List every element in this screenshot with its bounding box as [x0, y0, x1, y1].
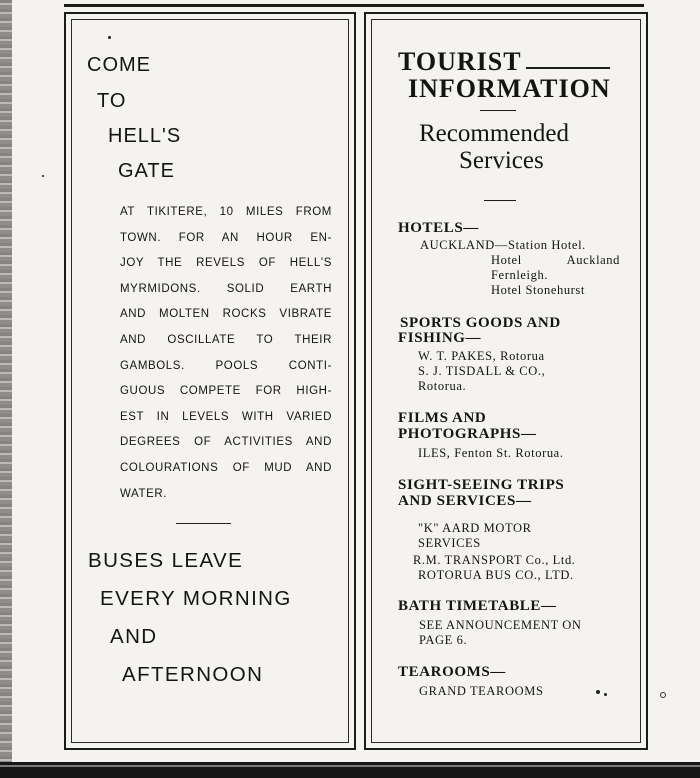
headline-gate: GATE	[118, 160, 175, 182]
hotel-item: Hotel	[491, 253, 522, 267]
title-information: INFORMATION	[408, 74, 611, 103]
hotel-item: AUCKLAND—Station Hotel.	[420, 238, 586, 252]
bath-heading: BATH TIMETABLE—	[398, 598, 557, 614]
description-line: AND OSCILLATE TO THEIR	[120, 333, 332, 346]
print-speck	[660, 692, 666, 698]
sightseeing-item: ROTORUA BUS CO., LTD.	[418, 568, 574, 582]
description-line: DEGREES OF ACTIVITIES AND	[120, 436, 332, 449]
hotel-item: Auckland	[566, 253, 620, 267]
films-item: ILES, Fenton St. Rotorua.	[418, 446, 564, 460]
tearooms-item: GRAND TEAROOMS	[419, 684, 544, 698]
description-line: GAMBOLS. POOLS CONTI-	[120, 359, 332, 372]
and-line: AND	[110, 625, 158, 648]
sightseeing-item: R.M. TRANSPORT Co., Ltd.	[413, 553, 576, 567]
description-line: AND MOLTEN ROCKS VIBRATE	[120, 308, 332, 321]
buses-leave-line: BUSES LEAVE	[88, 549, 244, 572]
description-line: WATER.	[120, 487, 168, 500]
sports-heading-line1: SPORTS GOODS AND	[400, 315, 561, 331]
subtitle-rule	[484, 200, 516, 201]
sightseeing-item: SERVICES	[418, 536, 481, 550]
description-line: AT TIKITERE, 10 MILES FROM	[120, 206, 332, 218]
hotels-heading: HOTELS—	[398, 220, 479, 236]
title-tourist: TOURIST	[398, 47, 522, 76]
afternoon-line: AFTERNOON	[122, 663, 264, 686]
description-line: TOWN. FOR AN HOUR EN-	[120, 231, 332, 244]
sightseeing-heading-line2: AND SERVICES—	[398, 493, 532, 509]
hotel-item: Fernleigh.	[491, 268, 549, 282]
bottom-border-band	[0, 762, 700, 778]
advert-description	[120, 200, 332, 507]
sightseeing-heading-line1: SIGHT-SEEING TRIPS	[398, 477, 565, 493]
bath-item: PAGE 6.	[419, 633, 468, 647]
sightseeing-item: "K" AARD MOTOR	[418, 521, 532, 535]
sports-heading-line2: FISHING—	[398, 330, 482, 346]
subtitle-recommended: Recommended	[419, 120, 569, 147]
print-speck	[604, 693, 607, 696]
hotels-list	[420, 238, 620, 298]
title-rule	[480, 110, 516, 111]
print-speck	[42, 175, 44, 177]
top-rule	[64, 4, 644, 7]
headline-come: COME	[87, 54, 151, 76]
every-morning-line: EVERY MORNING	[100, 587, 292, 610]
page-edge-shadow	[0, 0, 12, 778]
print-speck	[596, 690, 600, 694]
sports-item: W. T. PAKES, Rotorua	[418, 349, 545, 363]
headline-hells: HELL'S	[108, 125, 182, 147]
description-line: JOY THE REVELS OF HELL'S	[120, 257, 332, 270]
description-line: GUOUS COMPETE FOR HIGH-	[120, 385, 332, 398]
hotel-item: Hotel Stonehurst	[491, 283, 585, 297]
films-heading-line2: PHOTOGRAPHS—	[398, 426, 537, 442]
description-line: MYRMIDONS. SOLID EARTH	[120, 282, 332, 295]
divider-rule	[176, 523, 231, 524]
sports-item: S. J. TISDALL & CO.,	[418, 364, 546, 378]
films-heading-line1: FILMS AND	[398, 410, 487, 426]
bath-item: SEE ANNOUNCEMENT ON	[419, 618, 582, 632]
sports-item: Rotorua.	[418, 379, 467, 393]
description-line: COLOURATIONS OF MUD AND	[120, 461, 332, 474]
description-line: EST IN LEVELS WITH VARIED	[120, 410, 332, 423]
subtitle-services: Services	[459, 147, 544, 174]
tearooms-heading: TEAROOMS—	[398, 664, 506, 680]
title-dash	[526, 67, 610, 69]
headline-to: TO	[97, 90, 127, 112]
print-speck	[108, 36, 111, 39]
